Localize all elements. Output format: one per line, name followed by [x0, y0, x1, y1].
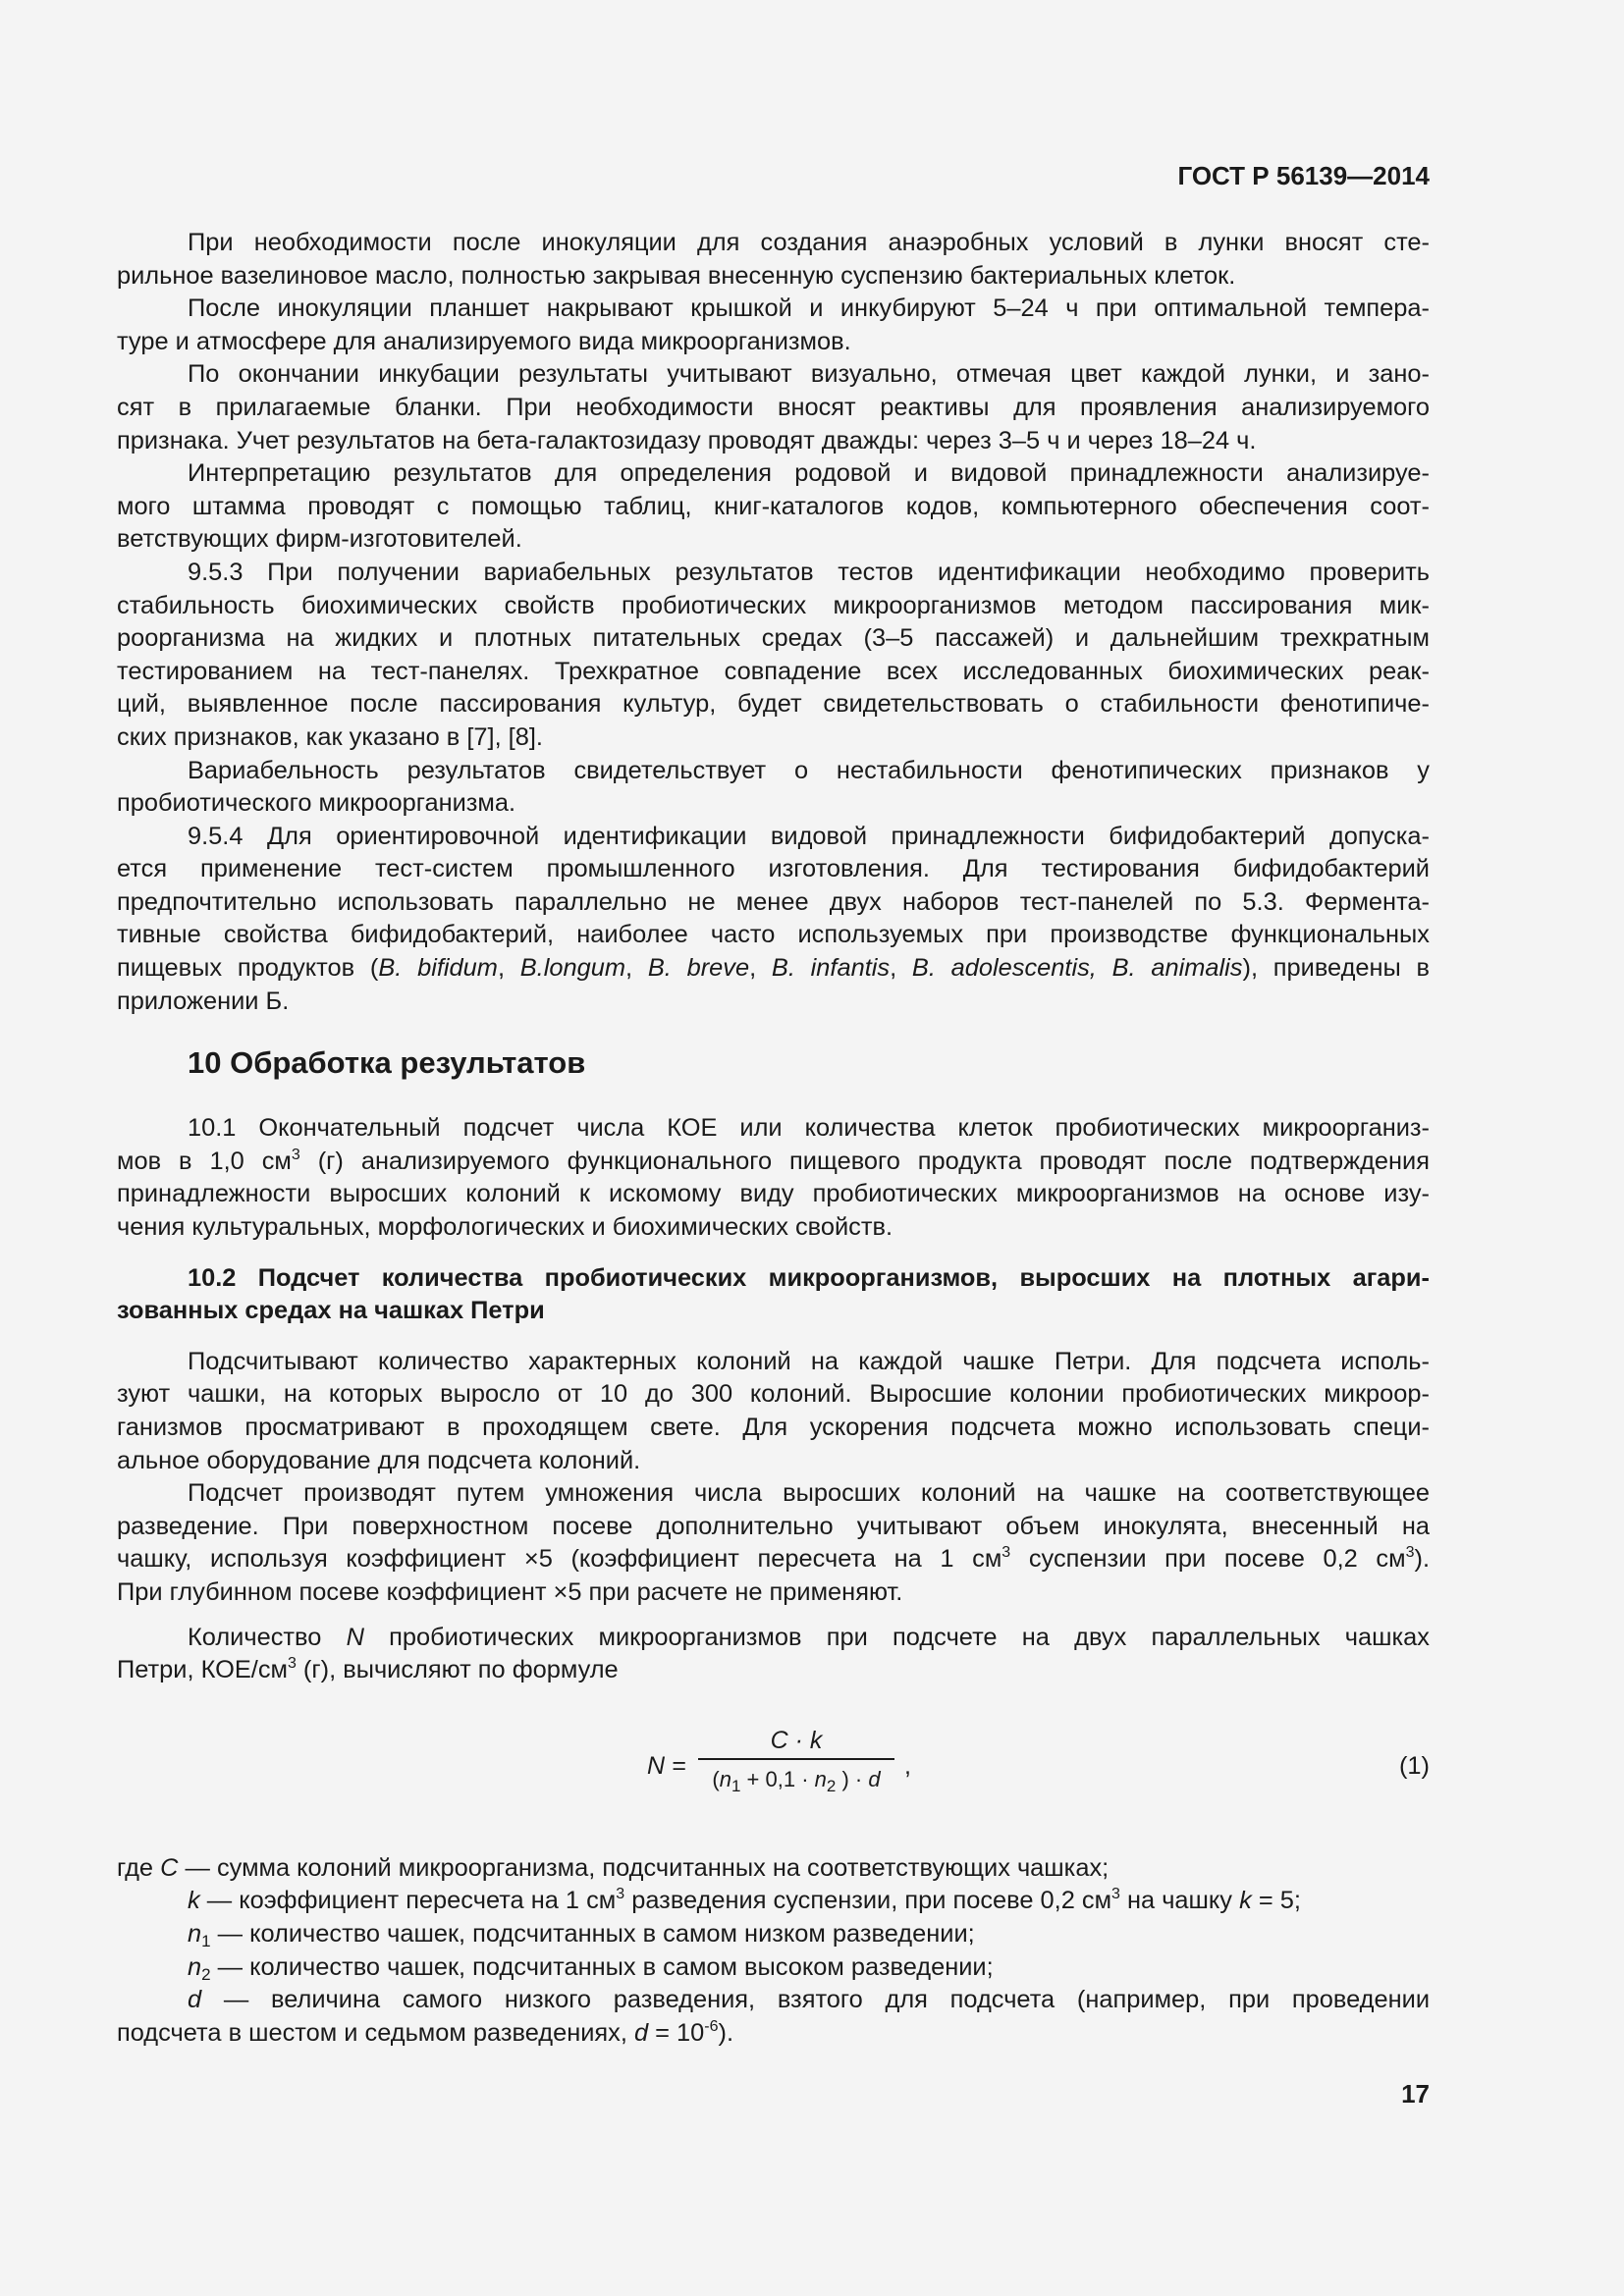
fraction-bar: [698, 1758, 894, 1760]
text-line: Вариабельность результатов свидетельствует о нестабильности фенотипических признаков у: [188, 756, 1430, 784]
text-line: признака. Учет результатов на бета-галактозидазу проводят дважды: через 3–5 ч и через 18–24 ч.: [117, 426, 1257, 454]
superscript: 3: [1111, 1886, 1120, 1903]
paragraph-10-2-a: [117, 1346, 1430, 1477]
math-symbol: k: [188, 1887, 200, 1915]
text-line: После инокуляции планшет накрывают крышкой и инкубируют 5–24 ч при оптимальной темпера-: [188, 294, 1430, 323]
text-line: [117, 1654, 1430, 1687]
math-symbol: n: [188, 1952, 202, 1981]
text-run: ,: [625, 954, 648, 983]
species-name: B. infantis: [771, 954, 891, 983]
text-line: зованных средах на чашках Петри: [117, 1297, 545, 1325]
text-line: По окончании инкубации результаты учитывают визуально, отмечая цвет каждой лунки, и зано-: [188, 360, 1430, 389]
text-line: ских признаков, как указано в [7], [8].: [117, 722, 543, 751]
text-line: [117, 1543, 1430, 1576]
species-name: B.longum: [519, 954, 626, 983]
subscript: 1: [201, 1931, 211, 1950]
text-run: чашку, используя коэффициент ×5 (коэффициент пересчета на 1 см: [117, 1545, 1002, 1574]
formula-block: [117, 1717, 1430, 1811]
legend-item: [117, 1852, 1430, 1886]
text-line: При необходимости после инокуляции для создания анаэробных условий в лунки вносят сте-: [188, 229, 1430, 256]
subscript: 1: [731, 1776, 741, 1795]
text-run: (г) анализируемого функционального пищевого продукта проводят после подтверждения: [299, 1147, 1430, 1175]
math-symbol: d: [633, 2018, 649, 2047]
text-run: ,: [497, 954, 520, 983]
legend-item: [117, 2017, 1430, 2051]
subscript: 2: [201, 1964, 211, 1984]
legend-item: [117, 1885, 1430, 1918]
paragraph: [117, 227, 1430, 293]
text-run: Количество: [188, 1623, 347, 1651]
species-name: B. adolescentis, B. animalis: [911, 954, 1243, 983]
page-body: [117, 227, 1430, 2050]
math-symbol: d: [868, 1766, 881, 1791]
subscript: 2: [826, 1776, 837, 1795]
text-line: ций, выявленное после пассирования культур, будет свидетельствовать о стабильности фенотипиче-: [117, 690, 1430, 719]
superscript: 3: [616, 1886, 625, 1903]
text-run: мов в 1,0 см: [117, 1147, 292, 1175]
text-line: [117, 1146, 1430, 1179]
text-run: ,: [749, 954, 772, 983]
text-line: туре и атмосфере для анализируемого вида микроорганизмов.: [117, 327, 851, 355]
math-symbol: n: [719, 1766, 731, 1791]
text-line: 10.2 Подсчет количества пробиотических микроорганизмов, выросших на плотных агари-: [188, 1263, 1430, 1292]
superscript: 3: [1001, 1544, 1011, 1562]
paragraph-10-2-b: [117, 1477, 1430, 1609]
paragraphs-block: [117, 227, 1430, 821]
text-line: чения культуральных, морфологических и биохимических свойств.: [117, 1213, 893, 1242]
page-number: 17: [1401, 2079, 1430, 2109]
text-line: тивные свойства бифидобактерий, наиболее часто используемых при производстве функциональных: [117, 921, 1430, 949]
paragraph: [117, 755, 1430, 821]
text-run: на чашку: [1119, 1887, 1240, 1915]
math-symbol: k: [1239, 1887, 1252, 1915]
text-line: Интерпретацию результатов для определения родовой и видовой принадлежности анализируе-: [188, 459, 1430, 488]
text-line: ганизмов просматривают в проходящем свете. Для ускорения подсчета можно использовать специ-: [117, 1414, 1430, 1441]
text-line: 9.5.3 При получении вариабельных результатов тестов идентификации необходимо проверить: [188, 558, 1430, 586]
superscript: 3: [1405, 1544, 1415, 1562]
text-line: тестированием на тест-панелях. Трехкратное совпадение всех исследованных биохимических реак-: [117, 657, 1430, 685]
math-symbol: n: [188, 1919, 202, 1948]
formula-legend: [117, 1852, 1430, 2051]
paragraph: [117, 293, 1430, 358]
text-line: мого штамма проводят с помощью таблиц, книг-каталогов кодов, компьютерного обеспечения соот-: [117, 492, 1430, 520]
text-line: 10.1 Окончательный подсчет числа КОЕ или количества клеток пробиотических микроорганиз-: [188, 1114, 1430, 1143]
equation-number: (1): [1398, 1751, 1430, 1780]
text-line: стабильность биохимических свойств пробиотических микроорганизмов методом пассирования мик-: [117, 591, 1430, 619]
text-line: роорганизма на жидких и плотных питательных средах (3–5 пассажей) и дальнейшим трехкратным: [117, 624, 1430, 653]
text-line: сят в прилагаемые бланки. При необходимости вносят реактивы для проявления анализируемого: [117, 393, 1430, 421]
math-symbol: n: [814, 1766, 827, 1791]
formula-comma: ,: [904, 1751, 911, 1780]
legend-item: [117, 1984, 1430, 2017]
text-line: пробиотического микроорганизма.: [117, 789, 516, 818]
text-line: принадлежности выросших колоний к искомому виду пробиотических микроорганизмов на основе изу-: [117, 1180, 1430, 1208]
text-run: Петри, КОЕ/см: [117, 1656, 288, 1684]
superscript: -6: [704, 2017, 719, 2035]
text-line: альное оборудование для подсчета колоний.: [117, 1446, 641, 1474]
text-line: При глубинном посеве коэффициент ×5 при расчете не применяют.: [117, 1577, 903, 1606]
math-symbol: d: [188, 1986, 202, 2014]
text-run: — коэффициент пересчета на 1 см: [199, 1887, 617, 1915]
formula-lhs: N =: [647, 1751, 686, 1780]
document-code: ГОСТ Р 56139—2014: [1177, 161, 1430, 190]
text-line: Подсчет производят путем умножения числа выросших колоний на чашке на соответствующее: [188, 1479, 1430, 1508]
text-line: 9.5.4 Для ориентировочной идентификации видовой принадлежности бифидобактерий допуска-: [188, 822, 1430, 850]
subsection-heading: [117, 1262, 1430, 1328]
text-run: подсчета в шестом и седьмом разведениях,: [117, 2018, 634, 2047]
text-line: ветствующих фирм-изготовителей.: [117, 525, 522, 554]
text-run: — количество чашек, подсчитанных в самом высоком разведении;: [210, 1952, 994, 1981]
formula-numerator: C · k: [770, 1726, 823, 1754]
legend-item: [117, 1918, 1430, 1951]
math-symbol: C: [160, 1853, 179, 1882]
species-name: B. breve: [647, 954, 750, 983]
text-line: предпочтительно использовать параллельно не менее двух наборов тест-панелей по 5.3. Фермента-: [117, 887, 1430, 916]
text-run: ).: [1414, 1545, 1430, 1574]
text-run: ), приведены в: [1242, 954, 1431, 983]
text-line: ется применение тест-систем промышленного изготовления. Для тестирования бифидобактерий: [117, 855, 1430, 883]
text-line: [117, 1622, 1430, 1655]
text-line: приложении Б.: [117, 987, 290, 1015]
paragraph: [117, 358, 1430, 457]
paragraph: [117, 457, 1430, 557]
text-run: = 5;: [1251, 1887, 1301, 1915]
text-run: ).: [718, 2018, 734, 2047]
text-run: пробиотических микроорганизмов при подсчете на двух параллельных чашках: [363, 1623, 1430, 1651]
text-run: пищевых продуктов (: [117, 954, 379, 983]
text-line: рильное вазелиновое масло, полностью закрывая внесенную суспензию бактериальных клеток.: [117, 261, 1236, 290]
superscript: 3: [287, 1655, 297, 1673]
math-symbol: N: [346, 1623, 364, 1651]
text-line: [117, 952, 1430, 986]
paragraph-10-1: [117, 1112, 1430, 1244]
formula-denominator: [698, 1763, 894, 1796]
legend-item: [117, 1951, 1430, 1985]
text-line: разведение. При поверхностном посеве дополнительно учитывают объем инокулята, внесенный на: [117, 1512, 1430, 1540]
text-run: где: [117, 1853, 161, 1882]
text-run: — сумма колоний микроорганизма, подсчитанных на соответствующих чашках;: [178, 1853, 1110, 1882]
text-run: ) ·: [836, 1766, 869, 1791]
text-line: зуют чашки, на которых выросло от 10 до 300 колоний. Выросшие колонии пробиотических микроор-: [117, 1380, 1430, 1409]
text-run: — величина самого низкого разведения, взятого для подсчета (например, при проведении: [201, 1986, 1430, 2014]
text-run: (: [712, 1766, 720, 1791]
paragraph: [117, 557, 1430, 755]
paragraph-9-5-4: [117, 821, 1430, 1019]
formula-fraction: [698, 1725, 894, 1796]
superscript: 3: [291, 1146, 300, 1163]
text-run: (г), вычисляют по формуле: [296, 1656, 619, 1684]
species-name: B. bifidum: [378, 954, 498, 983]
text-run: — количество чашек, подсчитанных в самом низком разведении;: [210, 1919, 975, 1948]
text-run: суспензии при посеве 0,2 см: [1010, 1545, 1406, 1574]
paragraph-10-2-c: [117, 1622, 1430, 1687]
text-run: + 0,1 ·: [740, 1766, 815, 1791]
text-run: ,: [890, 954, 912, 983]
text-line: Подсчитывают количество характерных колоний на каждой чашке Петри. Для подсчета исполь-: [188, 1347, 1430, 1375]
text-run: = 10: [648, 2018, 705, 2047]
section-heading: 10 Обработка результатов: [188, 1045, 586, 1081]
text-run: разведения суспензии, при посеве 0,2 см: [624, 1887, 1112, 1915]
